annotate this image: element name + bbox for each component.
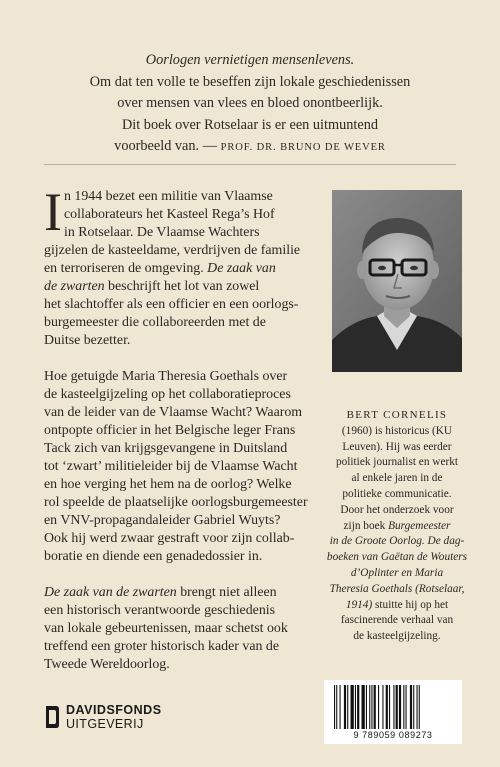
text-line: Hoe getuigde Maria Theresia Goethals over xyxy=(44,369,288,384)
barcode-bar xyxy=(378,685,379,729)
text-line: een historisch verantwoorde geschiedenis xyxy=(44,603,276,618)
text-line: collaborateurs het Kasteel Rega’s Hof xyxy=(64,207,275,222)
barcode-bar xyxy=(419,685,420,729)
text-line: in Rotselaar. De Vlaamse Wachters xyxy=(64,225,260,240)
blurb-line xyxy=(0,136,500,159)
barcode-bar xyxy=(336,685,337,729)
barcode-bar xyxy=(406,685,407,729)
book-title: 1914) xyxy=(345,598,373,611)
publisher-logo xyxy=(44,700,162,734)
main-text xyxy=(44,182,336,692)
publisher-line-2: UITGEVERIJ xyxy=(66,717,144,731)
barcode-digits: 9 789059 089273 xyxy=(353,730,433,740)
text-line: Ook hij werd zwaar gestraft voor zijn collab- xyxy=(44,531,295,546)
divider xyxy=(44,164,456,165)
text-segment: beschrijft het lot van zowel xyxy=(104,279,260,294)
publisher-name xyxy=(66,703,162,731)
text-line: Tack zich van krijgsgevangene in Duitsland xyxy=(44,441,288,456)
barcode-bar xyxy=(369,685,370,729)
bio-line xyxy=(318,598,476,614)
bio-segment: stuitte hij op het xyxy=(372,598,449,611)
text-line: ontpopte officier in het Belgische leger Frans xyxy=(44,423,296,438)
bio-line: politieke communicatie. xyxy=(342,487,452,500)
barcode-bar xyxy=(371,685,372,729)
author-name: BERT CORNELIS xyxy=(346,409,448,421)
barcode-bar xyxy=(382,685,383,729)
text-line: Duitse bezetter. xyxy=(44,333,131,348)
publisher-line-1: DAVIDSFONDS xyxy=(66,703,162,717)
text-line: Tweede Wereldoorlog. xyxy=(44,657,170,672)
text-line xyxy=(44,278,336,296)
barcode-bar xyxy=(366,685,367,729)
text-line: tot ‘zwart’ militieleider bij de Vlaamse Wacht xyxy=(44,459,298,474)
author-photo xyxy=(332,190,462,372)
barcode-bar xyxy=(386,685,388,729)
text-line: het slachtoffer als een officier en een oorlogs- xyxy=(44,297,299,312)
blurb-line: Oorlogen vernietigen mensenlevens. xyxy=(145,52,355,68)
bio-line: d’Oplinter en Maria xyxy=(350,566,444,579)
bio-line: boeken van Gaëtan de Wouters xyxy=(326,551,468,564)
text-line: treffend een groter historisch kader van de xyxy=(44,639,280,654)
text-segment: brengt niet alleen xyxy=(176,585,277,600)
paragraph-2 xyxy=(44,368,336,566)
bio-segment: zijn boek xyxy=(343,519,389,532)
bio-line: Theresia Goethals (Rotselaar, xyxy=(329,582,465,595)
barcode-bar xyxy=(347,685,348,729)
text-segment: en terroriseren de omgeving. xyxy=(44,261,208,276)
text-line xyxy=(44,260,336,278)
barcode-bar xyxy=(396,685,398,729)
book-title: Burgemeester xyxy=(388,519,451,532)
text-line: n 1944 bezet een militie van Vlaamse xyxy=(64,189,273,204)
barcode-bar xyxy=(355,685,356,729)
publisher-logo-icon xyxy=(44,704,60,730)
bio-line: in de Groote Oorlog. De dag- xyxy=(329,535,465,548)
text-line: van de leider van de Vlaamse Wacht? Waarom xyxy=(44,405,303,420)
isbn-barcode xyxy=(324,680,462,744)
drop-cap: I xyxy=(44,182,62,242)
barcode-bar xyxy=(362,685,365,729)
barcode-bar xyxy=(403,685,404,729)
paragraph-3 xyxy=(44,584,336,674)
blurb-line-text: voorbeeld van. — xyxy=(114,138,221,154)
book-title: De zaak van xyxy=(207,261,276,276)
text-line: boratie en diende een genadedossier in. xyxy=(44,549,263,564)
barcode-bar xyxy=(357,685,359,729)
bio-line: (1960) is historicus (KU xyxy=(341,424,453,437)
author-bio xyxy=(318,408,476,645)
barcode-bar xyxy=(393,685,394,729)
barcode-bar xyxy=(417,685,418,729)
barcode-bar xyxy=(410,685,412,729)
barcode-bar xyxy=(399,685,401,729)
barcode-bars xyxy=(332,685,454,729)
text-line xyxy=(44,584,336,602)
text-line: van lokale gebeurtenissen, maar schetst ook xyxy=(44,621,288,636)
paragraph-1 xyxy=(44,182,336,350)
blurb-attribution: PROF. DR. BRUNO DE WEVER xyxy=(220,142,386,153)
book-title: de zwarten xyxy=(44,279,105,294)
barcode-bar xyxy=(334,685,335,729)
barcode-bar xyxy=(374,685,376,729)
blurb-line: over mensen van vlees en bloed onontbeerlijk. xyxy=(117,95,383,111)
barcode-bar xyxy=(344,685,346,729)
endorsement-blurb xyxy=(0,50,500,159)
blurb-line: Dit boek over Rotselaar is er een uitmuntend xyxy=(121,116,379,133)
book-title: De zaak van de zwarten xyxy=(44,585,177,600)
text-line: rol speelde de plaatselijke oorlogsburgemeester xyxy=(44,495,308,510)
bio-line: Door het onderzoek voor xyxy=(340,503,454,516)
bio-line xyxy=(318,519,476,535)
text-line: burgemeester die collaboreerden met de xyxy=(44,315,266,330)
blurb-line: Om dat ten volle te beseffen zijn lokale geschiedenissen xyxy=(89,73,411,90)
barcode-bar xyxy=(340,685,341,729)
barcode-bar xyxy=(351,685,354,729)
bio-line: fascinerende verhaal van xyxy=(340,614,454,627)
text-line: en hoe verging het hem na de oorlog? Welke xyxy=(44,477,292,492)
bio-line: al enkele jaren in de xyxy=(351,472,443,485)
bio-line: politiek journalist en werkt xyxy=(335,456,459,469)
bio-line: de kasteelgijzeling. xyxy=(353,630,441,643)
text-line: de kasteelgijzeling op het collaboratieproces xyxy=(44,387,291,402)
barcode-bar xyxy=(413,685,414,729)
bio-line: Leuven). Hij was eerder xyxy=(342,440,452,453)
text-line: gijzelen de kasteeldame, verdrijven de familie xyxy=(44,243,301,258)
barcode-bar xyxy=(389,685,390,729)
text-line: en VNV-propagandaleider Gabriel Wuyts? xyxy=(44,513,281,528)
